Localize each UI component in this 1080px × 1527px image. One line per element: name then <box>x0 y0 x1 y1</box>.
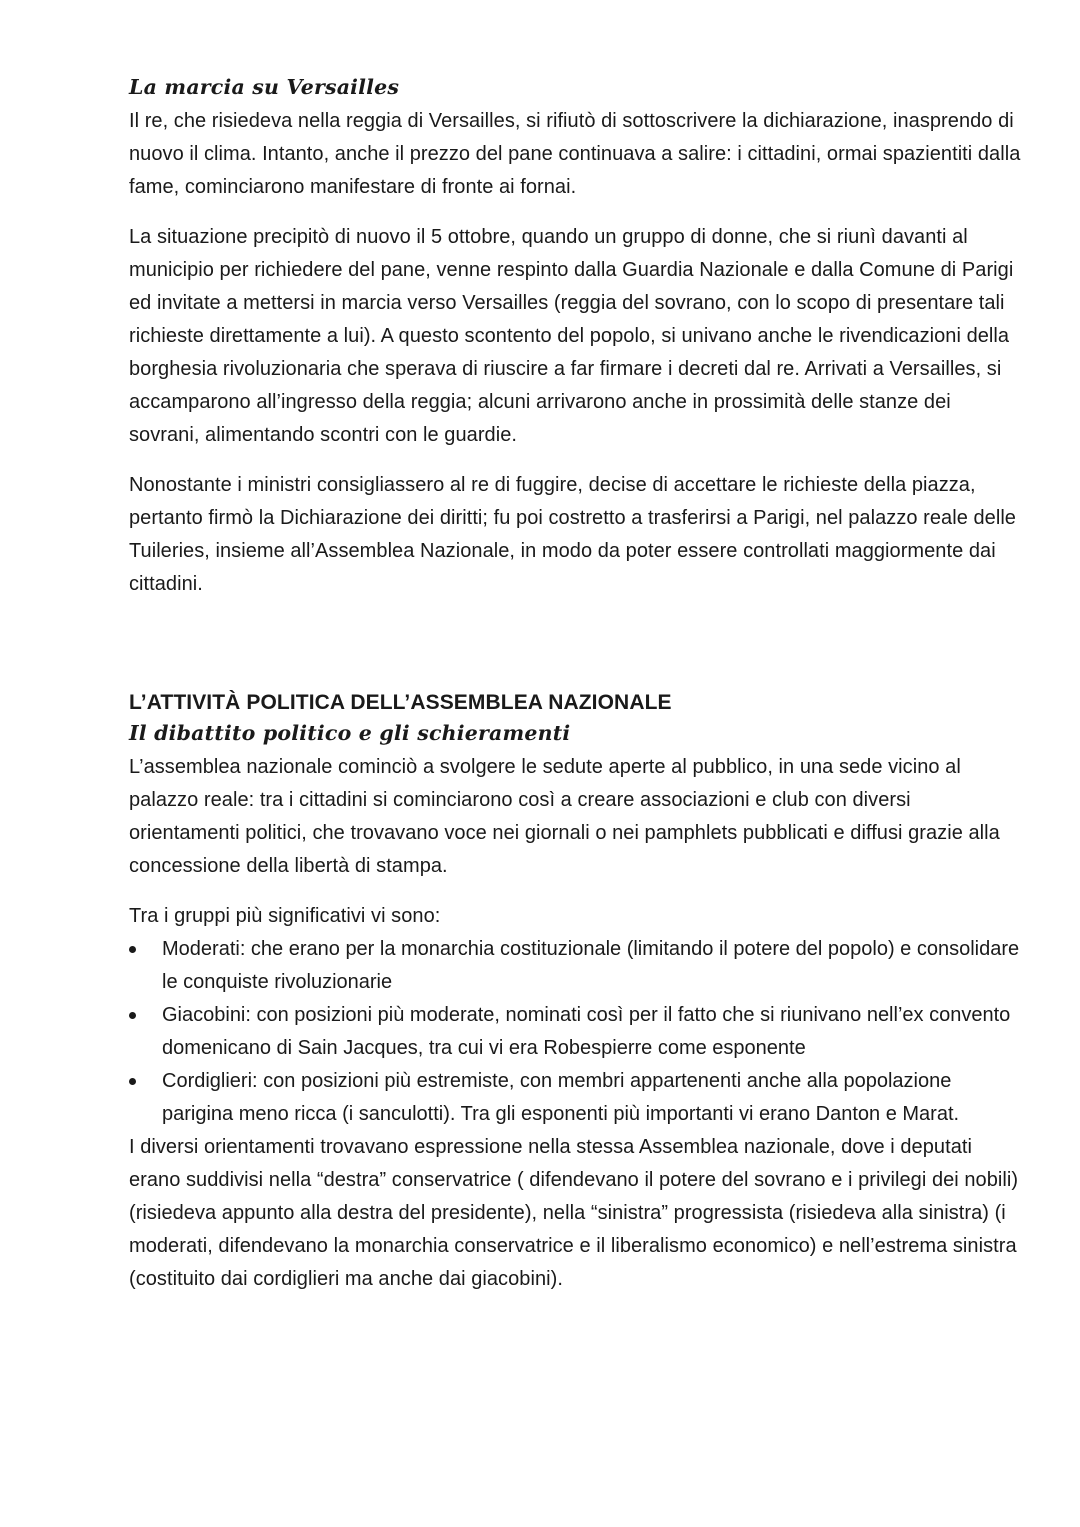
section-title-assemblea: L’ATTIVITÀ POLITICA DELL’ASSEMBLEA NAZIONALE <box>129 691 672 714</box>
list-item <box>129 999 1024 1065</box>
list-item <box>129 1065 1024 1131</box>
list-item-text: Cordiglieri: con posizioni più estremiste, con membri appartenenti anche alla popolazione parigina meno ricca (i sanculotti). Tra gli esponenti più importanti vi erano Danton e Marat. <box>162 1070 960 1125</box>
bullet-icon <box>129 1078 136 1085</box>
paragraph: L’assemblea nazionale cominciò a svolgere le sedute aperte al pubblico, in una sede vicino al palazzo reale: tra i cittadini si cominciarono così a creare associazioni e club con diversi orientamenti politici, che trovavano voce nei giornali o nei pamphlets pubblicati e diffusi grazie alla concessione della libertà di stampa. <box>129 756 1000 877</box>
list-item <box>129 933 1024 999</box>
list-item-text: Moderati: che erano per la monarchia costituzionale (limitando il potere del popolo) e consolidare le conquiste rivoluzionarie <box>162 938 1020 993</box>
section-spacer <box>129 618 1024 687</box>
paragraph: I diversi orientamenti trovavano espressione nella stessa Assemblea nazionale, dove i deputati erano suddivisi nella “destra” conservatrice ( difendevano il potere del sovrano e i privilegi dei nobili) (risiedeva appunto alla destra del presidente), nella “sinistra” progressista (risiedeva alla sinistra) (i moderati, difendevano la monarchia conservatrice e il liberalismo economico) e nell’estrema sinistra (costituito dai cordiglieri ma anche dai giacobini). <box>129 1136 1019 1290</box>
list-item-text: Giacobini: con posizioni più moderate, nominati così per il fatto che si riunivano nell’ex convento domenicano di Sain Jacques, tra cui vi era Robespierre come esponente <box>162 1004 1011 1059</box>
bullet-icon <box>129 946 136 953</box>
list-intro: Tra i gruppi più significativi vi sono: <box>129 905 441 927</box>
paragraph: Il re, che risiedeva nella reggia di Versailles, si rifiutò di sottoscrivere la dichiarazione, inasprendo di nuovo il clima. Intanto, anche il prezzo del pane continuava a salire: i cittadini, ormai spazientiti dalla fame, cominciarono manifestare di fronte ai fornai. <box>129 110 1021 198</box>
section-heading-versailles: La marcia su Versailles <box>129 75 400 99</box>
paragraph: La situazione precipitò di nuovo il 5 ottobre, quando un gruppo di donne, che si riunì davanti al municipio per richiedere del pane, venne respinto dalla Guardia Nazionale e dalla Comune di Parigi ed invitate a mettersi in marcia verso Versailles (reggia del sovrano, con lo scopo di presentare tali richieste direttamente a lui). A questo scontento del popolo, si univano anche le rivendicazioni della borghesia rivoluzionaria che sperava di riuscire a far firmare i decreti dal re. Arrivati a Versailles, si accamparono all’ingresso della reggia; alcuni arrivarono anche in prossimità delle stanze dei sovrani, alimentando scontri con le guardie. <box>129 226 1014 446</box>
document-page <box>129 72 1024 1313</box>
section-subheading-dibattito: Il dibattito politico e gli schieramenti <box>129 721 571 745</box>
groups-list <box>129 933 1024 1131</box>
bullet-icon <box>129 1012 136 1019</box>
paragraph: Nonostante i ministri consigliassero al re di fuggire, decise di accettare le richieste della piazza, pertanto firmò la Dichiarazione dei diritti; fu poi costretto a trasferirsi a Parigi, nel palazzo reale delle Tuileries, insieme all’Assemblea Nazionale, in modo da poter essere controllati maggiormente dai cittadini. <box>129 474 1016 595</box>
